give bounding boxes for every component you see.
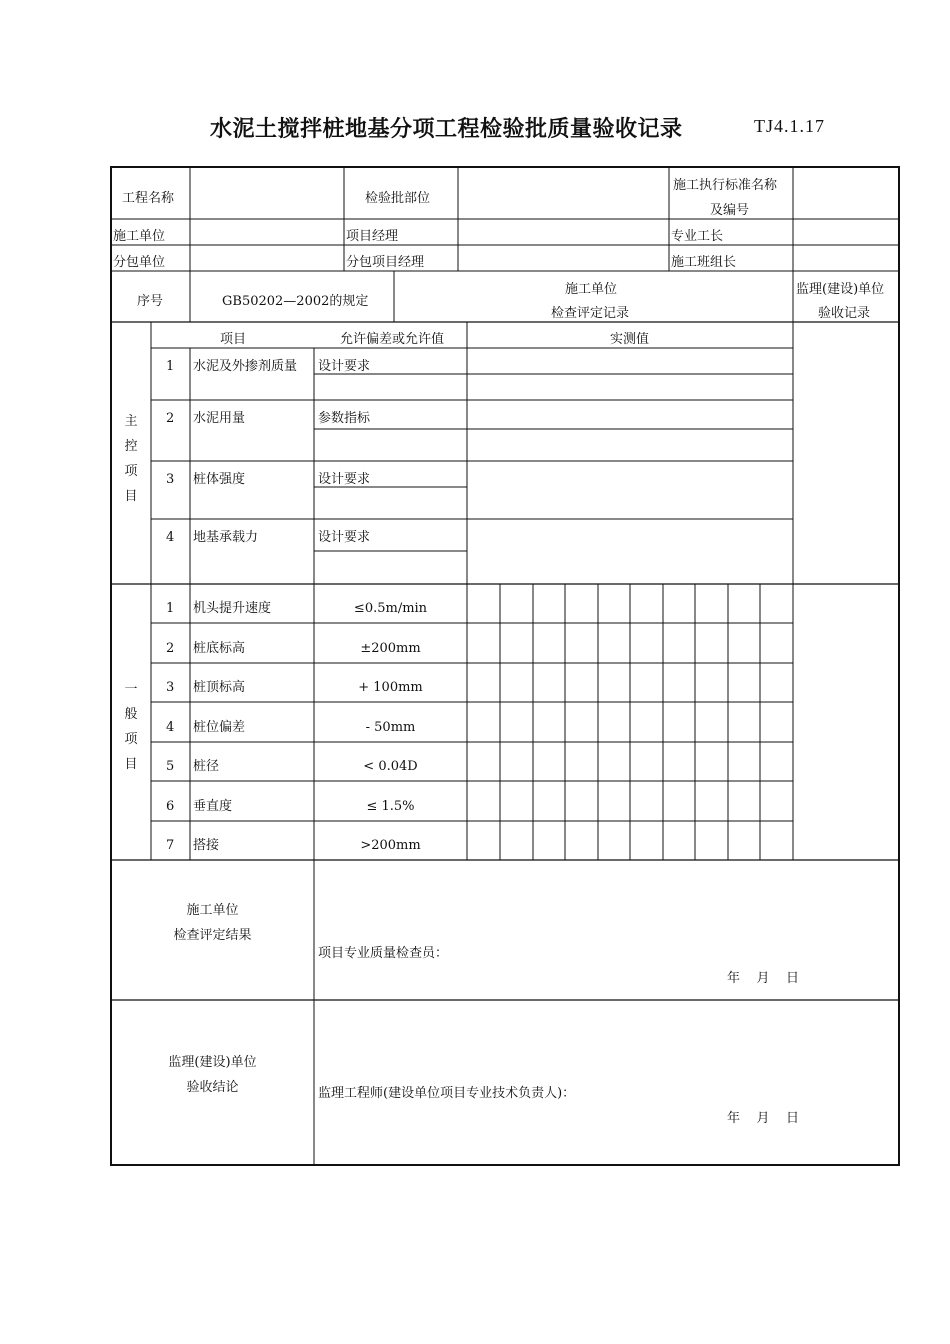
general-item-name: 桩顶标高: [193, 680, 246, 695]
general-item-value: >200mm: [360, 838, 421, 853]
standard-label-line2: 及编号: [710, 203, 750, 218]
project-name-label: 工程名称: [122, 191, 175, 206]
supervisor-header-line1: 监理(建设)单位: [796, 282, 885, 297]
main-item-name: 水泥用量: [193, 411, 246, 426]
general-item-value: ≤0.5m/min: [353, 601, 428, 616]
main-item-no: 4: [166, 530, 175, 545]
measured-subheader: 实测值: [610, 332, 650, 347]
tolerance-subheader: 允许偏差或允许值: [340, 332, 445, 347]
professional-foreman-label: 专业工长: [671, 229, 724, 244]
main-item-no: 3: [166, 472, 175, 487]
general-item-name: 垂直度: [193, 799, 233, 814]
team-leader-label: 施工班组长: [671, 255, 737, 270]
general-item-no: 4: [166, 720, 175, 735]
contractor-result-label-line2: 检查评定结果: [173, 928, 252, 943]
item-subheader: 项目: [220, 332, 247, 347]
general-item-no: 1: [166, 601, 175, 616]
general-item-no: 7: [166, 838, 175, 853]
general-item-value: < 0.04D: [363, 759, 418, 774]
general-item-no: 3: [166, 680, 175, 695]
general-item-name: 搭接: [193, 838, 220, 853]
spec-header: GB50202—2002的规定: [222, 294, 369, 309]
supervisor-date: 年 月 日: [727, 1111, 800, 1126]
contractor-header-line2: 检查评定记录: [551, 306, 630, 321]
main-item-no: 2: [166, 411, 175, 426]
general-item-name: 桩底标高: [193, 641, 246, 656]
general-item-no: 5: [166, 759, 175, 774]
general-item-no: 2: [166, 641, 175, 656]
general-item-name: 桩位偏差: [193, 720, 246, 735]
subcontract-manager-label: 分包项目经理: [346, 255, 425, 270]
main-item-value: 设计要求: [318, 359, 371, 374]
supervisor-header-line2: 验收记录: [818, 306, 871, 321]
general-item-no: 6: [166, 799, 175, 814]
general-item-value: - 50mm: [365, 720, 416, 735]
main-item-no: 1: [166, 359, 175, 374]
main-control-label: 主 控 项 目: [124, 414, 138, 504]
form-code: TJ4.1.17: [754, 116, 825, 136]
main-item-value: 设计要求: [318, 472, 371, 487]
general-label: 一 般 项 目: [124, 682, 138, 772]
construction-unit-label: 施工单位: [113, 229, 166, 244]
supervising-engineer-signature: 监理工程师(建设单位项目专业技术负责人)：: [318, 1086, 576, 1101]
general-item-value: + 100mm: [358, 680, 423, 695]
supervisor-conclusion-label-line1: 监理(建设)单位: [168, 1055, 257, 1070]
main-item-name: 桩体强度: [193, 472, 246, 487]
quality-inspector-signature: 项目专业质量检查员：: [318, 946, 449, 961]
contractor-date: 年 月 日: [727, 971, 800, 986]
table-border: [111, 167, 899, 1165]
seq-header: 序号: [137, 294, 164, 309]
contractor-result-label-line1: 施工单位: [186, 903, 239, 918]
contractor-header-line1: 施工单位: [565, 282, 618, 297]
main-item-name: 水泥及外掺剂质量: [193, 359, 298, 374]
general-item-value: ±200mm: [360, 641, 421, 656]
batch-location-label: 检验批部位: [365, 191, 431, 206]
general-item-value: ≤ 1.5%: [366, 799, 415, 814]
project-manager-label: 项目经理: [346, 229, 399, 244]
subcontract-unit-label: 分包单位: [113, 255, 166, 270]
standard-label-line1: 施工执行标准名称: [673, 178, 778, 193]
general-item-name: 桩径: [193, 759, 220, 774]
page-title: 水泥土搅拌桩地基分项工程检验批质量验收记录: [210, 116, 683, 142]
main-item-value: 设计要求: [318, 530, 371, 545]
general-item-name: 机头提升速度: [193, 601, 272, 616]
main-item-value: 参数指标: [318, 411, 371, 426]
main-item-name: 地基承载力: [193, 530, 259, 545]
supervisor-conclusion-label-line2: 验收结论: [186, 1080, 239, 1095]
